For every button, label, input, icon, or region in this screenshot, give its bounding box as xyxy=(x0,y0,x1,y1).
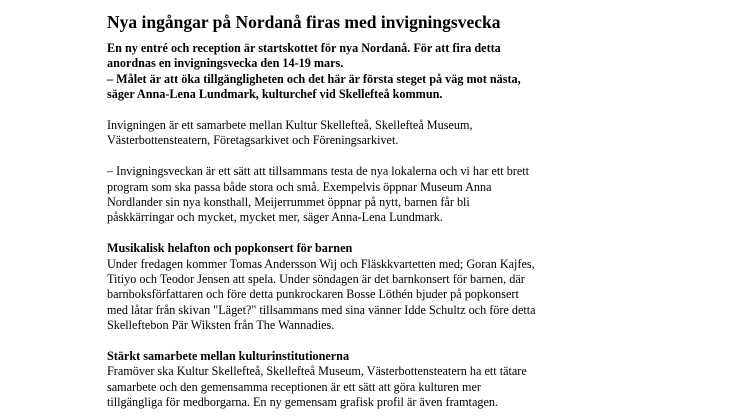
section-heading: Musikalisk helafton och popkonsert för barnen xyxy=(107,241,353,256)
lead-line: En ny entré och reception är startskottet för nya Nordanå. För att fira detta xyxy=(107,41,501,55)
paragraph-quote xyxy=(107,164,737,226)
body-line: Framöver ska Kultur Skellefteå, Skellefteå Museum, Västerbottensteatern ha ett tätare xyxy=(107,364,527,379)
body-line: Skelleftebon Pär Wiksten från The Wannadies. xyxy=(107,318,335,333)
body-line: påskkärringar och mycket, mycket mer, säger Anna-Lena Lundmark. xyxy=(107,210,443,225)
body-line: program som ska passa både stora och små. Exempelvis öppnar Museum Anna xyxy=(107,179,492,194)
body-line: tillgängliga för medborgarna. En ny gemensam grafisk profil är även framtagen. xyxy=(107,395,498,410)
section-cooperation xyxy=(107,349,737,411)
headline: Nya ingångar på Nordanå firas med invigningsvecka xyxy=(107,12,501,32)
body-line: barnboksförfattaren och före detta punkrockaren Bosse Löthén bjuder på popkonsert xyxy=(107,287,519,302)
body-line: med låtar från skivan "Läget?" tillsammans med sina vänner Idde Schultz och före detta xyxy=(107,302,536,317)
lead-line: säger Anna-Lena Lundmark, kulturchef vid Skellefteå kommun. xyxy=(107,87,443,102)
body-line: Under fredagen kommer Tomas Andersson Wij och Fläskkvartetten med; Goran Kajfes, xyxy=(107,256,535,271)
section-heading: Stärkt samarbete mellan kulturinstitutionerna xyxy=(107,349,350,364)
body-line: samarbete och den gemensamma receptionen är ett sätt att göra kulturen mer xyxy=(107,379,481,394)
lead-line: anordnas en invigningsvecka den 14-19 mars. xyxy=(107,56,344,71)
body-line: Invigningen är ett samarbete mellan Kultur Skellefteå, Skellefteå Museum, xyxy=(107,118,473,133)
lead-line: – Målet är att öka tillgängligheten och det här är första steget på väg mot nästa, xyxy=(107,71,521,86)
body-line: Titiyo och Teodor Jensen att spela. Under söndagen är det barnkonsert för barnen, där xyxy=(107,272,525,287)
section-music xyxy=(107,241,737,333)
body-line: Nordlander sin nya konsthall, Meijerrummet öppnar på nytt, barnen får bli xyxy=(107,195,470,210)
body-line: Västerbottensteatern, Företagsarkivet och Föreningsarkivet. xyxy=(107,133,399,148)
press-release xyxy=(107,11,737,411)
lead-paragraph xyxy=(107,41,737,103)
paragraph-partners xyxy=(107,118,737,149)
body-line: – Invigningsveckan är ett sätt att tillsammans testa de nya lokalerna och vi har ett brett xyxy=(107,164,530,179)
